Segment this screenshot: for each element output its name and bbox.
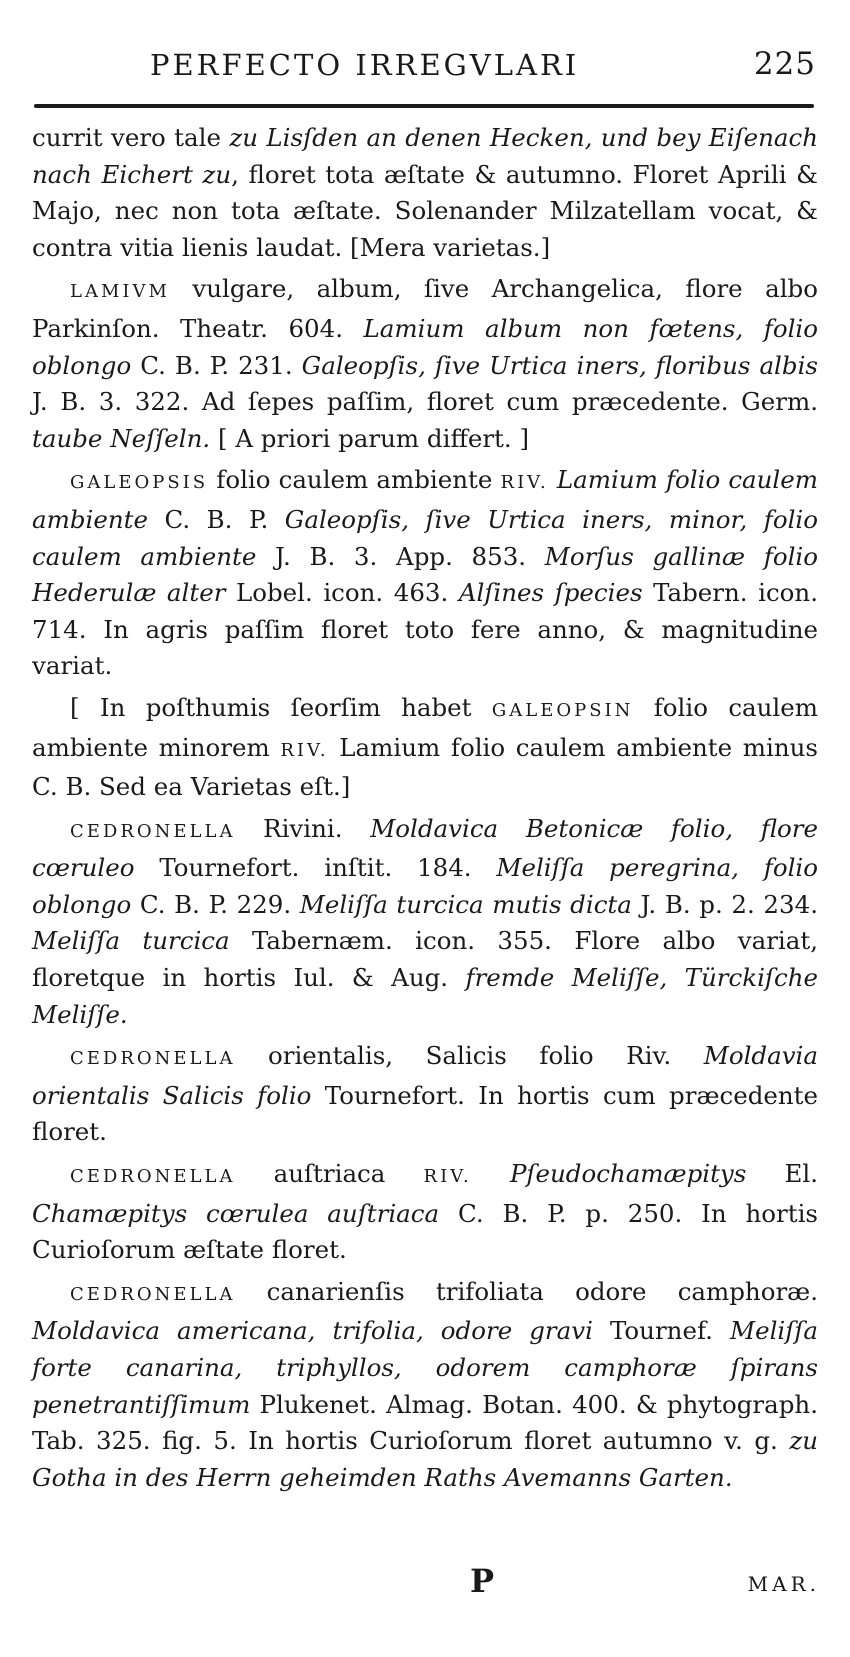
text-run: Rivini.: [235, 813, 371, 843]
smallcaps-run: CEDRONELLA: [70, 1283, 236, 1305]
page-header: [30, 42, 820, 92]
text-run: J. B. p. 2. 234.: [631, 889, 818, 919]
header-rule: [34, 104, 814, 108]
page-footer: [30, 1562, 820, 1612]
smallcaps-run: CEDRONELLA: [70, 1166, 236, 1188]
running-title: PERFECTO IRREGVLARI: [150, 48, 580, 82]
italic-run: Pſeudochamæpitys: [509, 1159, 747, 1189]
italic-run: Alſines ſpecies: [458, 578, 643, 608]
text-run: [549, 465, 557, 494]
text-run: J. B. 3. 322. Ad ſepes paſſim, floret cum præcedente. Germ.: [32, 387, 818, 417]
text-run: El.: [746, 1159, 819, 1189]
smallcaps-run: RIV.: [423, 1166, 472, 1188]
text-run: vulgare, album, ſive Archangelica, flore albo Parkinſon. Theatr. 604.: [32, 274, 818, 343]
text-run: Tournefort. In hortis cum præcedente floret.: [32, 1080, 819, 1147]
italic-run: Galeopſis, ſive Urtica iners, minor, folio caulem ambiente: [32, 504, 819, 571]
italic-run: zu Gotha in des Herrn geheimden Raths Avemanns Garten.: [32, 1426, 818, 1492]
italic-run: Meliſſa turcica: [32, 926, 230, 956]
italic-run: Lamium album non fœtens, folio oblongo: [32, 313, 819, 380]
smallcaps-run: GALEOPSIS: [70, 472, 209, 494]
text-run: Lobel. icon. 463.: [225, 578, 459, 608]
italic-run: Chamæpitys cœrulea auſtriaca: [32, 1198, 440, 1228]
text-run: C. B. P. 231.: [131, 350, 302, 380]
text-run: [ In poſthumis ſeorſim habet: [70, 692, 492, 722]
text-run: [ A priori parum differt. ]: [210, 423, 530, 453]
text-run: Tabernæm. icon. 355. Flore albo variat, floretque in hortis Iul. & Aug.: [32, 926, 818, 993]
italic-run: taube Neſſeln.: [32, 423, 211, 453]
paragraph: [32, 120, 818, 266]
italic-run: Lamium folio caulem ambiente: [32, 465, 818, 534]
page-number: 225: [753, 46, 816, 82]
paragraph: [32, 462, 818, 685]
text-run: C. B. P. 229.: [131, 889, 300, 919]
paragraph: [32, 271, 818, 457]
text-run: C. B. P.: [147, 504, 285, 534]
text-run: Tournefort. inſtit. 184.: [134, 853, 497, 883]
italic-run: fremde Meliſſe, Türckiſche Meliſſe.: [32, 963, 818, 1029]
italic-run: Morſus gallinæ folio Hederulæ alter: [32, 541, 818, 608]
text-run: C. B. P. p. 250. In hortis Curioſorum æſtate floret.: [32, 1198, 818, 1265]
italic-run: Moldavica americana, trifolia, odore gravi: [32, 1316, 593, 1346]
smallcaps-run: CEDRONELLA: [70, 1048, 236, 1070]
text-run: Lamium folio caulem ambiente minus C. B. Sed ea Varietas eſt.]: [32, 732, 818, 802]
text-run: auſtriaca: [235, 1159, 424, 1189]
text-run: J. B. 3. App. 853.: [256, 541, 545, 571]
text-run: folio caulem ambiente: [208, 465, 501, 495]
paragraph: [32, 1038, 818, 1151]
text-run: Plukenet. Almag. Botan. 400. & phytograph. Tab. 325. fig. 5. In hortis Curioſorum floret autumno v. g.: [32, 1389, 818, 1456]
italic-run: Meliſſa peregrina, folio oblongo: [32, 853, 818, 919]
text-run: orientalis, Salicis folio Riv.: [235, 1041, 704, 1071]
smallcaps-run: RIV.: [280, 739, 329, 761]
smallcaps-run: LAMIVM: [70, 281, 170, 303]
paragraph: [32, 1274, 818, 1497]
text-run: folio caulem ambiente minorem: [32, 692, 818, 762]
signature-mark: P: [470, 1562, 495, 1600]
italic-run: zu Lisſden an denen Hecken, und bey Eiſenach nach Eichert zu: [32, 123, 818, 189]
smallcaps-run: CEDRONELLA: [70, 820, 236, 842]
body-text: [32, 120, 818, 1501]
text-run: Tabern. icon. 714. In agris paſſim floret toto fere anno, & magnitudine variat.: [32, 578, 818, 681]
text-run: Tournef.: [592, 1316, 730, 1346]
text-run: [472, 1159, 510, 1188]
catchword: MAR.: [747, 1572, 820, 1596]
italic-run: Meliſſa turcica mutis dicta: [299, 889, 632, 919]
smallcaps-run: RIV.: [500, 472, 549, 494]
text-run: , floret tota æſtate & autumno. Floret Aprili & Majo, nec non tota æſtate. Solenander Milzatellam vocat, & contra vitia lienis laudat. [Mera varietas.]: [32, 159, 818, 262]
text-run: currit vero tale: [32, 123, 230, 152]
text-run: canarienſis trifoliata odore camphoræ.: [235, 1276, 818, 1306]
paragraph: [32, 811, 818, 1034]
italic-run: Moldavia orientalis Salicis folio: [32, 1041, 818, 1110]
paragraph: [32, 690, 818, 806]
smallcaps-run: GALEOPSIN: [491, 699, 634, 721]
paragraph: [32, 1156, 818, 1269]
italic-run: Moldavica Betonicæ folio, flore cœruleo: [32, 813, 819, 883]
italic-run: Meliſſa forte canarina, triphyllos, odorem camphoræ ſpirans penetrantiſſimum: [32, 1316, 818, 1419]
italic-run: Galeopſis, ſive Urtica iners, floribus albis: [301, 350, 818, 380]
